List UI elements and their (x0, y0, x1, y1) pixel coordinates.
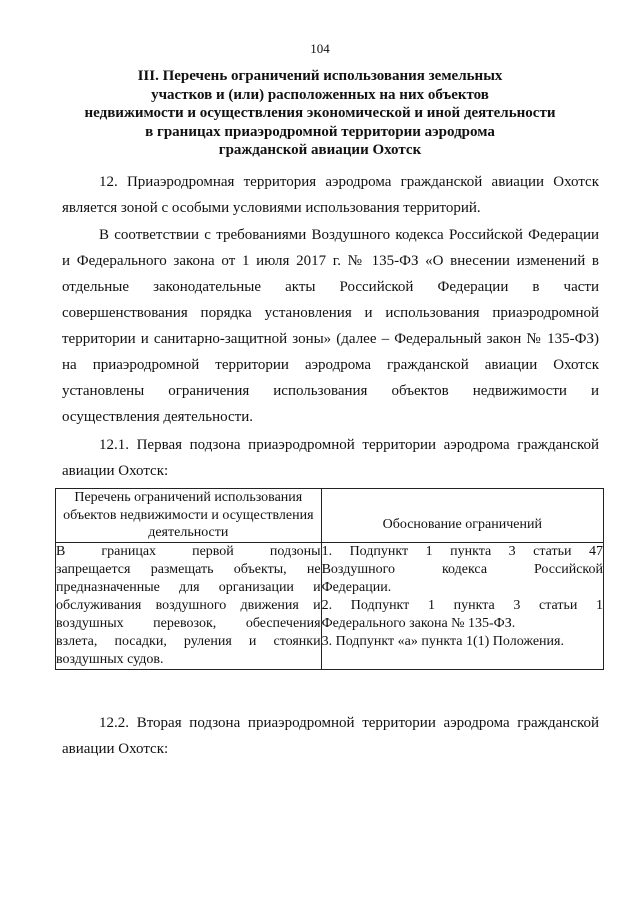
text-line: осуществления деятельности. (62, 409, 253, 425)
cell-line: Воздушного кодекса Российской (321, 561, 603, 577)
header-line: деятельности (148, 525, 229, 540)
cell-line: воздушных судов. (56, 651, 164, 667)
text-line: 12.1. Первая подзона приаэродромной территории аэродрома гражданской (99, 437, 599, 453)
text-line: 12.2. Вторая подзона приаэродромной территории аэродрома гражданской (99, 715, 599, 731)
header-line: Обоснование ограничений (382, 516, 542, 532)
heading-line: недвижимости и осуществления экономической и иной деятельности (84, 105, 556, 121)
table-header-restrictions (56, 489, 322, 543)
table-header-row (56, 489, 604, 543)
text-line: является зоной с особыми условиями использования территорий. (62, 200, 481, 216)
cell-line: Федерации. (321, 579, 392, 595)
header-line: Перечень ограничений использования (74, 490, 303, 505)
text-line: авиации Охотск: (62, 741, 169, 757)
cell-line: В границах первой подзоны (56, 543, 321, 559)
section-heading (60, 67, 580, 160)
text-line: 12. Приаэродромная территория аэродрома гражданской авиации Охотск (99, 174, 599, 190)
cell-line: взлета, посадки, руления и стоянки (56, 633, 321, 649)
heading-line: участков и (или) расположенных на них объектов (151, 86, 489, 103)
text-line: совершенствования порядка установления и использования приаэродромной (62, 305, 599, 321)
table-cell-restriction (56, 542, 322, 669)
paragraph-basis (62, 222, 599, 430)
text-line: В соответствии с требованиями Воздушного кодекса Российской Федерации (99, 227, 599, 243)
text-line: и Федерального закона от 1 июля 2017 г. № 135-ФЗ «О внесении изменений в (62, 253, 599, 269)
cell-line: предназначенные для организации и (56, 579, 321, 595)
paragraph-12-2 (62, 710, 599, 762)
text-line: авиации Охотск: (62, 463, 169, 479)
cell-line: 1. Подпункт 1 пункта 3 статьи 47 (321, 543, 603, 559)
text-line: установлены ограничения использования объектов недвижимости и (62, 383, 599, 399)
table-row (56, 542, 604, 669)
restrictions-table (55, 488, 604, 670)
text-line: территории и санитарно-защитной зоны» (далее – Федеральный закон № 135-ФЗ) (62, 331, 599, 347)
cell-line: Федерального закона № 135-ФЗ. (321, 615, 516, 631)
header-line: объектов недвижимости и осуществления (63, 507, 314, 523)
heading-line: в границах приаэродромной территории аэродрома (145, 123, 495, 140)
paragraph-12 (62, 169, 599, 221)
paragraph-12-1 (62, 432, 599, 484)
text-line: на приаэродромной территории аэродрома гражданской авиации Охотск (62, 357, 599, 373)
text-line: отдельные законодательные акты Российской Федерации в части (62, 279, 599, 295)
cell-line: обслуживания воздушного движения и (56, 597, 321, 613)
table-cell-basis (321, 542, 603, 669)
table-header-basis (321, 489, 603, 543)
cell-line: 3. Подпункт «а» пункта 1(1) Положения. (321, 633, 564, 649)
cell-line: запрещается размещать объекты, не (56, 561, 321, 577)
cell-line: 2. Подпункт 1 пункта 3 статьи 1 (321, 597, 603, 613)
heading-line: гражданской авиации Охотск (218, 142, 422, 158)
heading-line: III. Перечень ограничений использования земельных (137, 68, 503, 84)
cell-line: воздушных перевозок, обеспечения (56, 615, 321, 631)
page-number: 104 (310, 41, 330, 56)
